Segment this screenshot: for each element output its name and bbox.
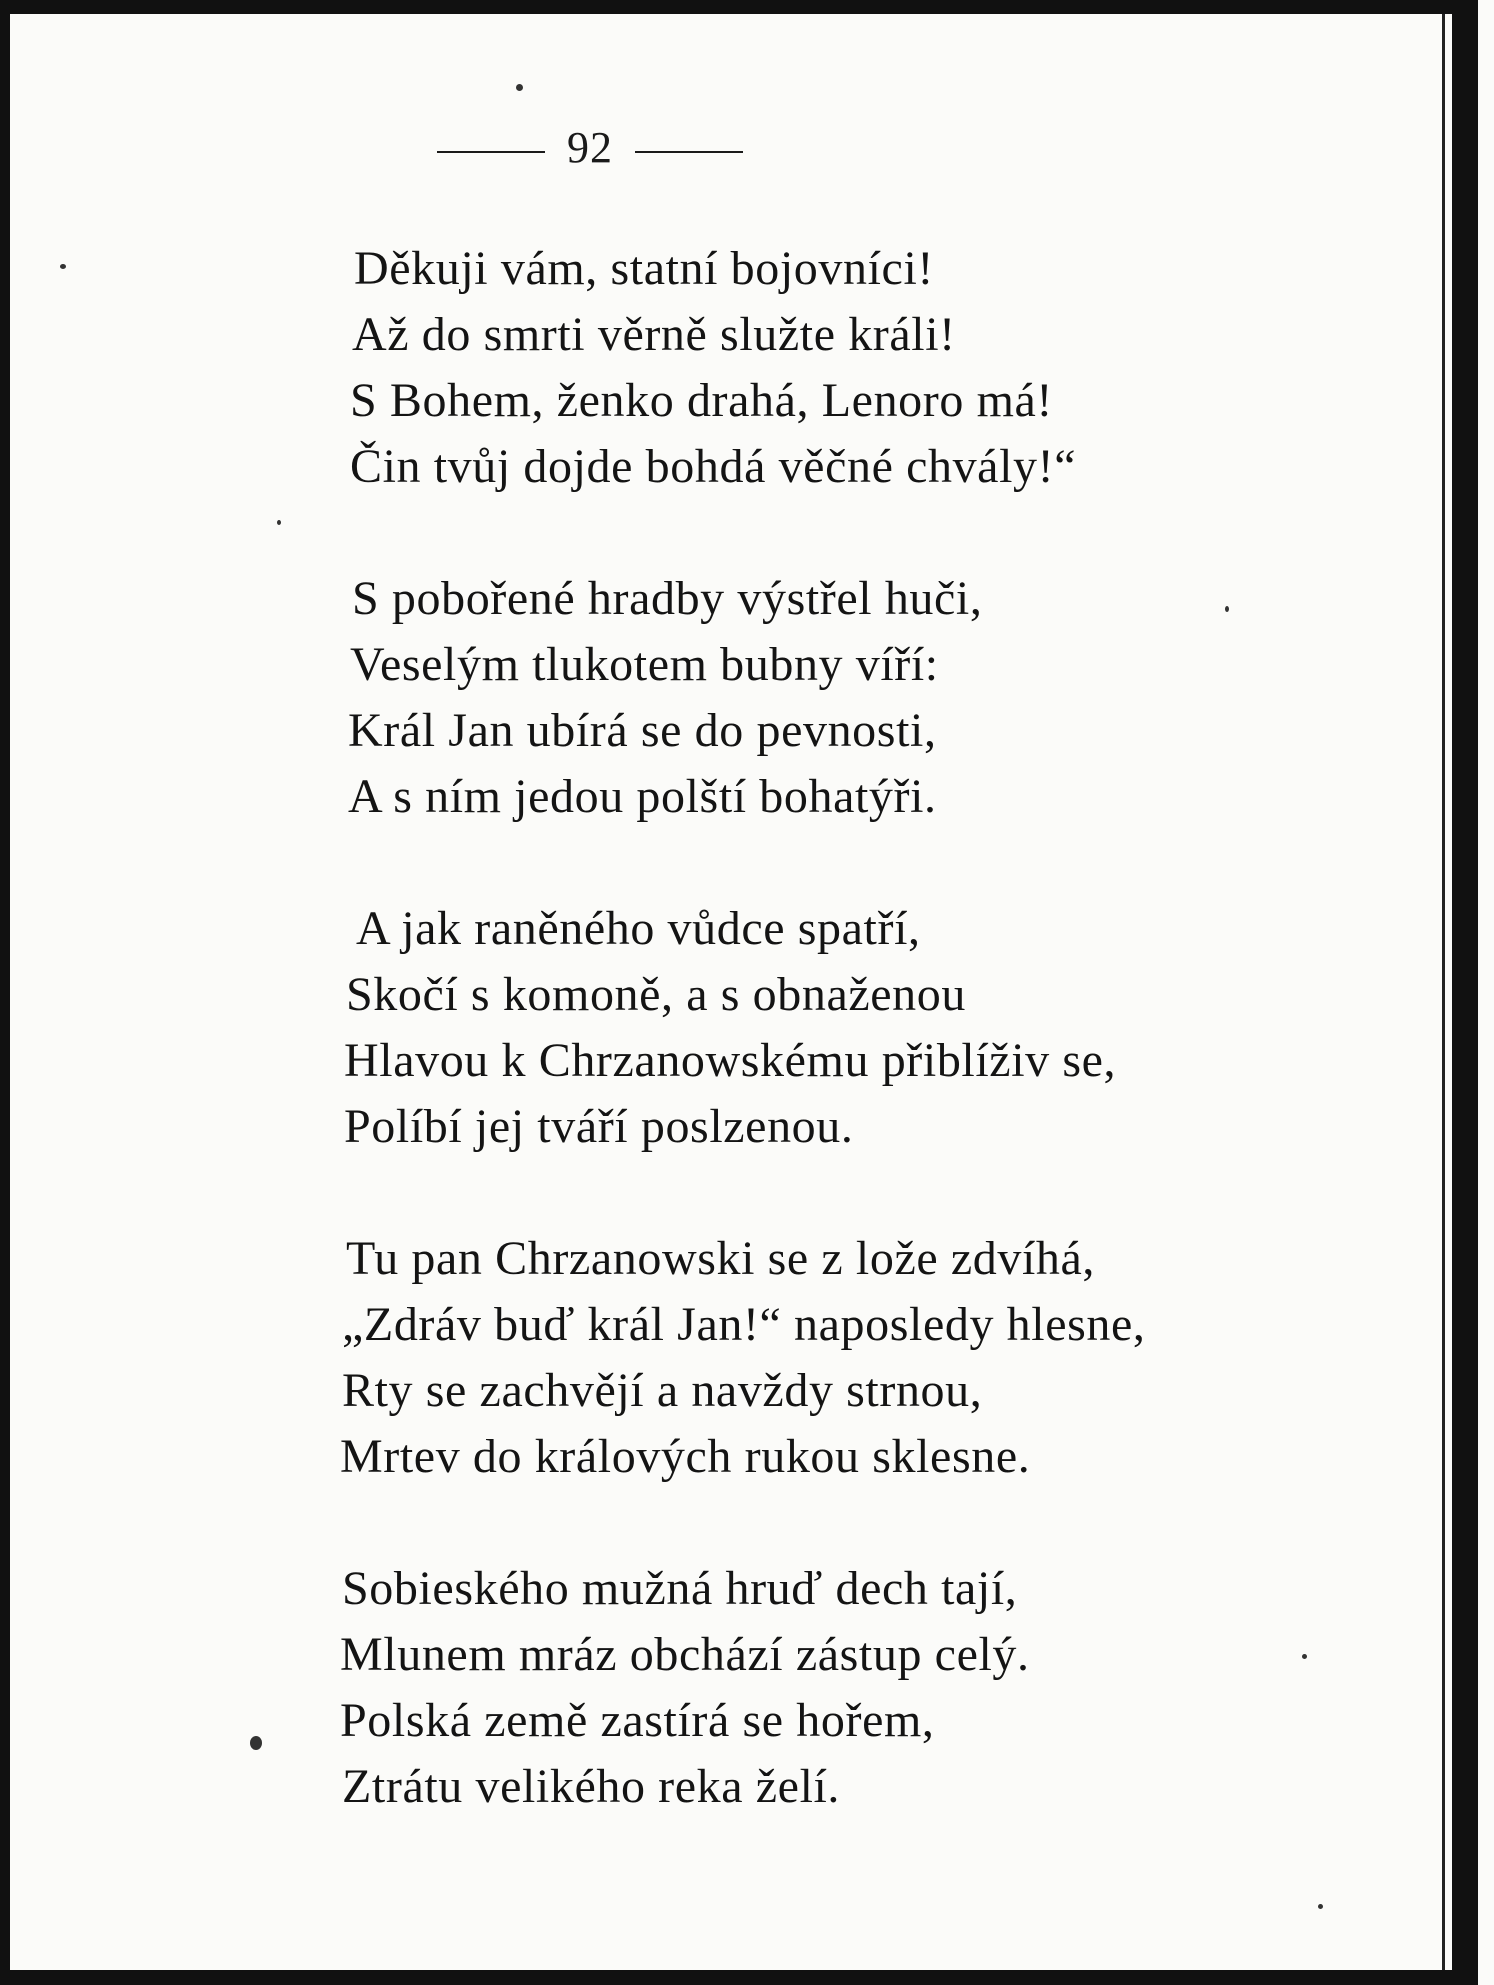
scan-speck (1318, 1904, 1323, 1909)
verse-line: Políbí jej tváří poslzenou. (344, 1100, 854, 1153)
page-number: 92 (567, 123, 613, 172)
scan-speck (1225, 606, 1229, 612)
verse-line: A jak raněného vůdce spatří, (356, 902, 921, 955)
verse-line: S pobořené hradby výstřel huči, (352, 572, 983, 625)
scan-speck (1302, 1654, 1307, 1659)
verse-line: „Zdráv buď král Jan!“ naposledy hlesne, (342, 1298, 1146, 1351)
verse-line: A s ním jedou polští bohatýři. (348, 770, 937, 823)
scan-border-bottom (0, 1970, 1494, 1985)
verse-line: Až do smrti věrně služte králi! (352, 308, 956, 361)
scan-speck (60, 264, 66, 269)
scan-margin-right (1478, 0, 1494, 1985)
verse-line: Mlunem mráz obchází zástup celý. (340, 1628, 1030, 1681)
stanza-5 (340, 1556, 1146, 1820)
verse-line: Rty se zachvějí a navždy strnou, (342, 1364, 983, 1417)
header-dash-right (635, 151, 743, 153)
scan-border-top (0, 0, 1494, 14)
verse-line: S Bohem, ženko drahá, Lenoro má! (350, 374, 1053, 427)
verse-line: Hlavou k Chrzanowskému přiblíživ se, (344, 1034, 1117, 1087)
stanza-1 (340, 236, 1146, 500)
scan-border-left (0, 0, 10, 1985)
verse-line: Sobieského mužná hruď dech tají, (342, 1562, 1018, 1615)
stanza-4 (340, 1226, 1146, 1490)
verse-line: Děkuji vám, statní bojovníci! (354, 242, 934, 295)
header-dash-left (437, 151, 545, 153)
page-edge-line (1442, 14, 1445, 1970)
verse-line: Polská země zastírá se hořem, (340, 1694, 935, 1747)
poem-body (340, 236, 1146, 1820)
scan-speck (277, 520, 281, 525)
verse-line: Tu pan Chrzanowski se z lože zdvíhá, (346, 1232, 1096, 1285)
scan-speck (516, 84, 523, 91)
verse-line: Král Jan ubírá se do pevnosti, (348, 704, 937, 757)
stanza-2 (340, 566, 1146, 830)
page-header (0, 122, 1180, 173)
verse-line: Veselým tlukotem bubny víří: (350, 638, 939, 691)
verse-line: Čin tvůj dojde bohdá věčné chvály!“ (350, 440, 1077, 493)
verse-line: Ztrátu velikého reka želí. (342, 1760, 841, 1813)
scan-border-right (1452, 0, 1478, 1985)
verse-line: Mrtev do králových rukou sklesne. (340, 1430, 1031, 1483)
scan-speck (250, 1736, 262, 1750)
stanza-3 (340, 896, 1146, 1160)
verse-line: Skočí s komoně, a s obnaženou (346, 968, 966, 1021)
